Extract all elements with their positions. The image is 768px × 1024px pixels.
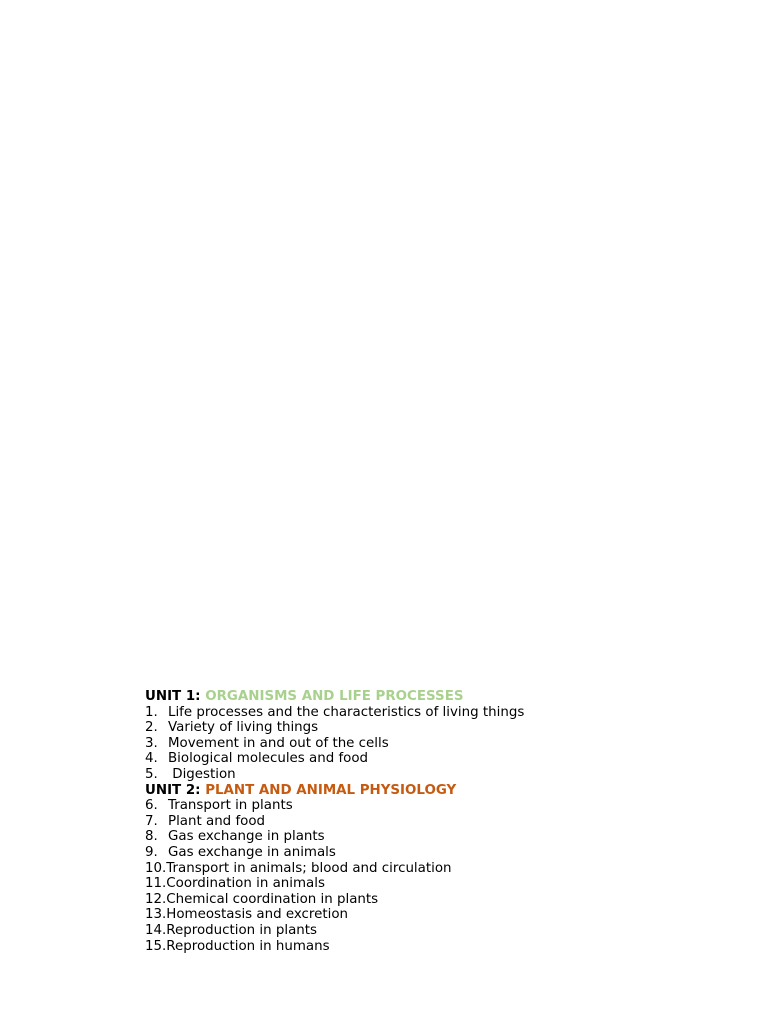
item-number: 5. [145, 766, 158, 782]
item-number: 8. [145, 829, 158, 845]
item-text: Plant and food [168, 813, 266, 829]
unit-2-prefix: UNIT 2: [145, 782, 206, 798]
item-text: Gas exchange in plants [168, 829, 325, 845]
item-number: 13. [145, 907, 167, 923]
item-number: 15. [145, 938, 167, 954]
item-number: 6. [145, 798, 158, 814]
list-item [145, 751, 705, 767]
list-item [145, 939, 705, 955]
item-text: Movement in and out of the cells [168, 735, 389, 751]
item-text: Life processes and the characteristics of living things [168, 704, 525, 720]
unit-1-title: ORGANISMS AND LIFE PROCESSES [205, 689, 464, 704]
item-number: 2. [145, 720, 158, 736]
list-item [145, 736, 705, 752]
list-item [145, 767, 705, 783]
item-text: Transport in plants [168, 798, 293, 814]
item-text: Digestion [168, 766, 236, 782]
list-item [145, 892, 705, 908]
list-item [145, 705, 705, 721]
item-text: Reproduction in humans [166, 938, 330, 954]
item-text: Variety of living things [168, 720, 319, 736]
list-item [145, 876, 705, 892]
item-number: 4. [145, 751, 158, 767]
item-text: Homeostasis and excretion [166, 907, 348, 923]
item-number: 14. [145, 922, 167, 938]
unit-2-heading [145, 783, 705, 799]
item-number: 10. [145, 860, 167, 876]
item-number: 11. [145, 876, 167, 892]
list-item [145, 923, 705, 939]
list-item [145, 720, 705, 736]
list-item [145, 861, 705, 877]
list-item [145, 907, 705, 923]
list-item [145, 845, 705, 861]
item-number: 3. [145, 735, 158, 751]
item-number: 7. [145, 813, 158, 829]
item-number: 12. [145, 891, 167, 907]
item-number: 1. [145, 704, 158, 720]
item-text: Gas exchange in animals [168, 844, 336, 860]
item-text: Chemical coordination in plants [166, 891, 379, 907]
item-number: 9. [145, 844, 158, 860]
syllabus-contents [145, 689, 705, 954]
list-item [145, 814, 705, 830]
unit-2-title: PLANT AND ANIMAL PHYSIOLOGY [205, 782, 457, 798]
unit-1-prefix: UNIT 1: [145, 689, 206, 704]
item-text: Transport in animals; blood and circulation [166, 860, 452, 876]
item-text: Biological molecules and food [168, 751, 369, 767]
unit-1-heading [145, 689, 705, 705]
item-text: Coordination in animals [166, 876, 325, 892]
item-text: Reproduction in plants [166, 922, 317, 938]
list-item [145, 798, 705, 814]
list-item [145, 829, 705, 845]
